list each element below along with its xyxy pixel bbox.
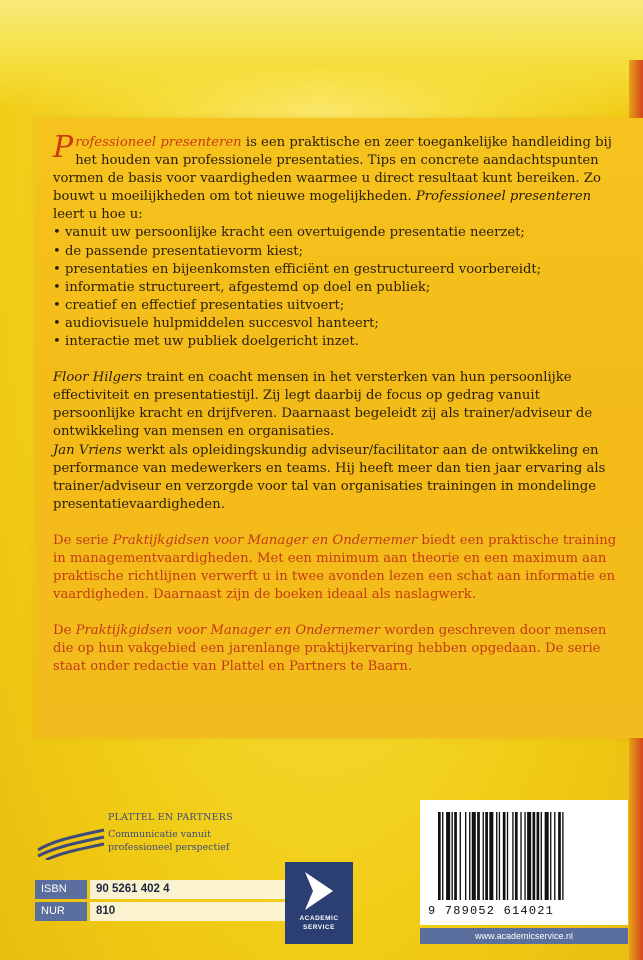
- barcode-area: [420, 800, 628, 925]
- bullet-item: • de passende presentatievorm kiest;: [53, 243, 623, 261]
- nur-label: NUR: [35, 902, 87, 921]
- back-cover-text: [53, 130, 623, 677]
- barcode-bar: [507, 812, 508, 900]
- barcode-bar: [496, 812, 497, 900]
- barcode-bar: [545, 812, 549, 900]
- author-2-bio: werkt als opleidingskundig adviseur/facilitator aan de ontwikkeling en performance van medewerkers en teams. Hij heeft meer dan tien jaar ervaring als trainer/adviseur en verzorgde voor tal van organisaties trainingen in mondelinge presentatievaardigheden.: [53, 442, 606, 512]
- barcode-bar: [465, 812, 466, 900]
- plattel-waves-icon: [36, 820, 106, 860]
- academic-line-1: ACADEMIC: [299, 915, 339, 922]
- barcode-bar: [512, 812, 513, 900]
- series-paragraph-1: [53, 532, 623, 604]
- barcode-bar: [533, 812, 536, 900]
- publisher-tagline: Communicatie vanuit professioneel perspectief: [108, 829, 230, 853]
- bullet-item: • presentaties en bijeenkomsten efficiënt en gestructureerd voorbereidt;: [53, 261, 623, 279]
- barcode-bar: [558, 812, 561, 900]
- author-2-name: Jan Vriens: [53, 442, 122, 458]
- series-p2-rest: worden geschreven door mensen die op hun vakgebied een jarenlange praktijkervaring hebben opgedaan. De serie staat onder redactie van Plattel en Partners te Baarn.: [53, 623, 607, 675]
- series-p2-start: De: [53, 623, 76, 639]
- barcode-bar: [460, 812, 461, 900]
- barcode-bar: [562, 812, 563, 900]
- website-url: www.academicservice.nl: [420, 928, 628, 944]
- series-p1-start: De serie: [53, 532, 113, 548]
- bullet-item: • audiovisuele hulpmiddelen succesvol hanteert;: [53, 315, 623, 333]
- barcode-bar: [489, 812, 493, 900]
- barcode-bar: [472, 812, 476, 900]
- cover-top-highlight: [0, 0, 643, 110]
- isbn-label: ISBN: [35, 880, 87, 899]
- series-name: Praktijkgidsen voor Manager en Ondernemer: [112, 532, 418, 548]
- author-1-bio: traint en coacht mensen in het versterken van hun persoonlijke effectiviteit en presentatiestijl. Zij legt daarbij de focus op gedrag vanuit persoonlijke kracht en drijfveren. Daarnaast begeleidt zij als trainer/adviseur de ontwikkeling van mensen en organisaties.: [53, 370, 593, 440]
- academic-service-text: [285, 914, 353, 932]
- barcode-bar: [503, 812, 506, 900]
- barcode-bar: [454, 812, 457, 900]
- nur-value: 810: [90, 902, 300, 921]
- bullet-item: • vanuit uw persoonlijke kracht een overtuigende presentatie neerzet;: [53, 224, 623, 242]
- intro-text-1: is een praktische en zeer toegankelijke handleiding bij het houden van professionele presentaties. Tips en concrete aandachtspunten vormen de basis voor vaardigheden waarmee u direct resultaat kunt bereiken. Zo bouwt u moeilijkheden om tot nieuwe mogelijkheden.: [53, 135, 612, 205]
- author-bio-2: [53, 442, 623, 514]
- bullet-item: • informatie structureert, afgestemd op doel en publiek;: [53, 279, 623, 297]
- series-paragraph-2: [53, 622, 623, 676]
- drop-cap: P: [53, 130, 74, 165]
- barcode-bar: [438, 812, 441, 900]
- barcode-bar: [477, 812, 480, 900]
- publisher-logo-block: [30, 810, 270, 870]
- barcode-bar: [469, 812, 470, 900]
- isbn-value: 90 5261 402 4: [90, 880, 300, 899]
- barcode-bar: [452, 812, 453, 900]
- barcode-bar: [541, 812, 542, 900]
- academic-line-2: SERVICE: [303, 924, 335, 931]
- barcode-bar: [554, 812, 555, 900]
- bullet-item: • interactie met uw publiek doelgericht inzet.: [53, 333, 623, 351]
- chevron-right-icon: [299, 870, 339, 912]
- author-1-name: Floor Hilgers: [53, 370, 142, 386]
- book-title-inline: Professioneel presenteren: [415, 189, 592, 205]
- barcode-bar: [515, 812, 518, 900]
- academic-service-logo: [285, 862, 353, 944]
- barcode-digits: 9 789052 614021: [428, 904, 555, 918]
- barcode-bar: [485, 812, 488, 900]
- intro-paragraph: [53, 130, 623, 224]
- intro-text-2: leert u hoe u:: [53, 207, 143, 223]
- barcode-bar: [442, 812, 443, 900]
- barcode-bar: [446, 812, 450, 900]
- barcode-bar: [499, 812, 500, 900]
- barcode-bar: [524, 812, 525, 900]
- barcode-bar: [537, 812, 540, 900]
- barcode-bar: [520, 812, 521, 900]
- barcode-bar: [527, 812, 531, 900]
- barcode-bar: [550, 812, 551, 900]
- barcode: [434, 812, 614, 900]
- author-bio-1: [53, 369, 623, 441]
- series-p1-rest: biedt een praktische training in managementvaardigheden. Met een minimum aan theorie en een maximum aan praktische richtlijnen verwerft u in twee avonden lezen een schat aan informatie en vaardigheden. Daarnaast zijn de boeken ideaal als naslagwerk.: [53, 532, 617, 603]
- book-title-lead: rofessioneel presenteren: [75, 135, 242, 150]
- series-name-2: Praktijkgidsen voor Manager en Ondernemer: [75, 623, 381, 639]
- bullet-item: • creatief en effectief presentaties uitvoert;: [53, 297, 623, 315]
- publisher-name: PLATTEL EN PARTNERS: [108, 812, 233, 823]
- barcode-bar: [483, 812, 484, 900]
